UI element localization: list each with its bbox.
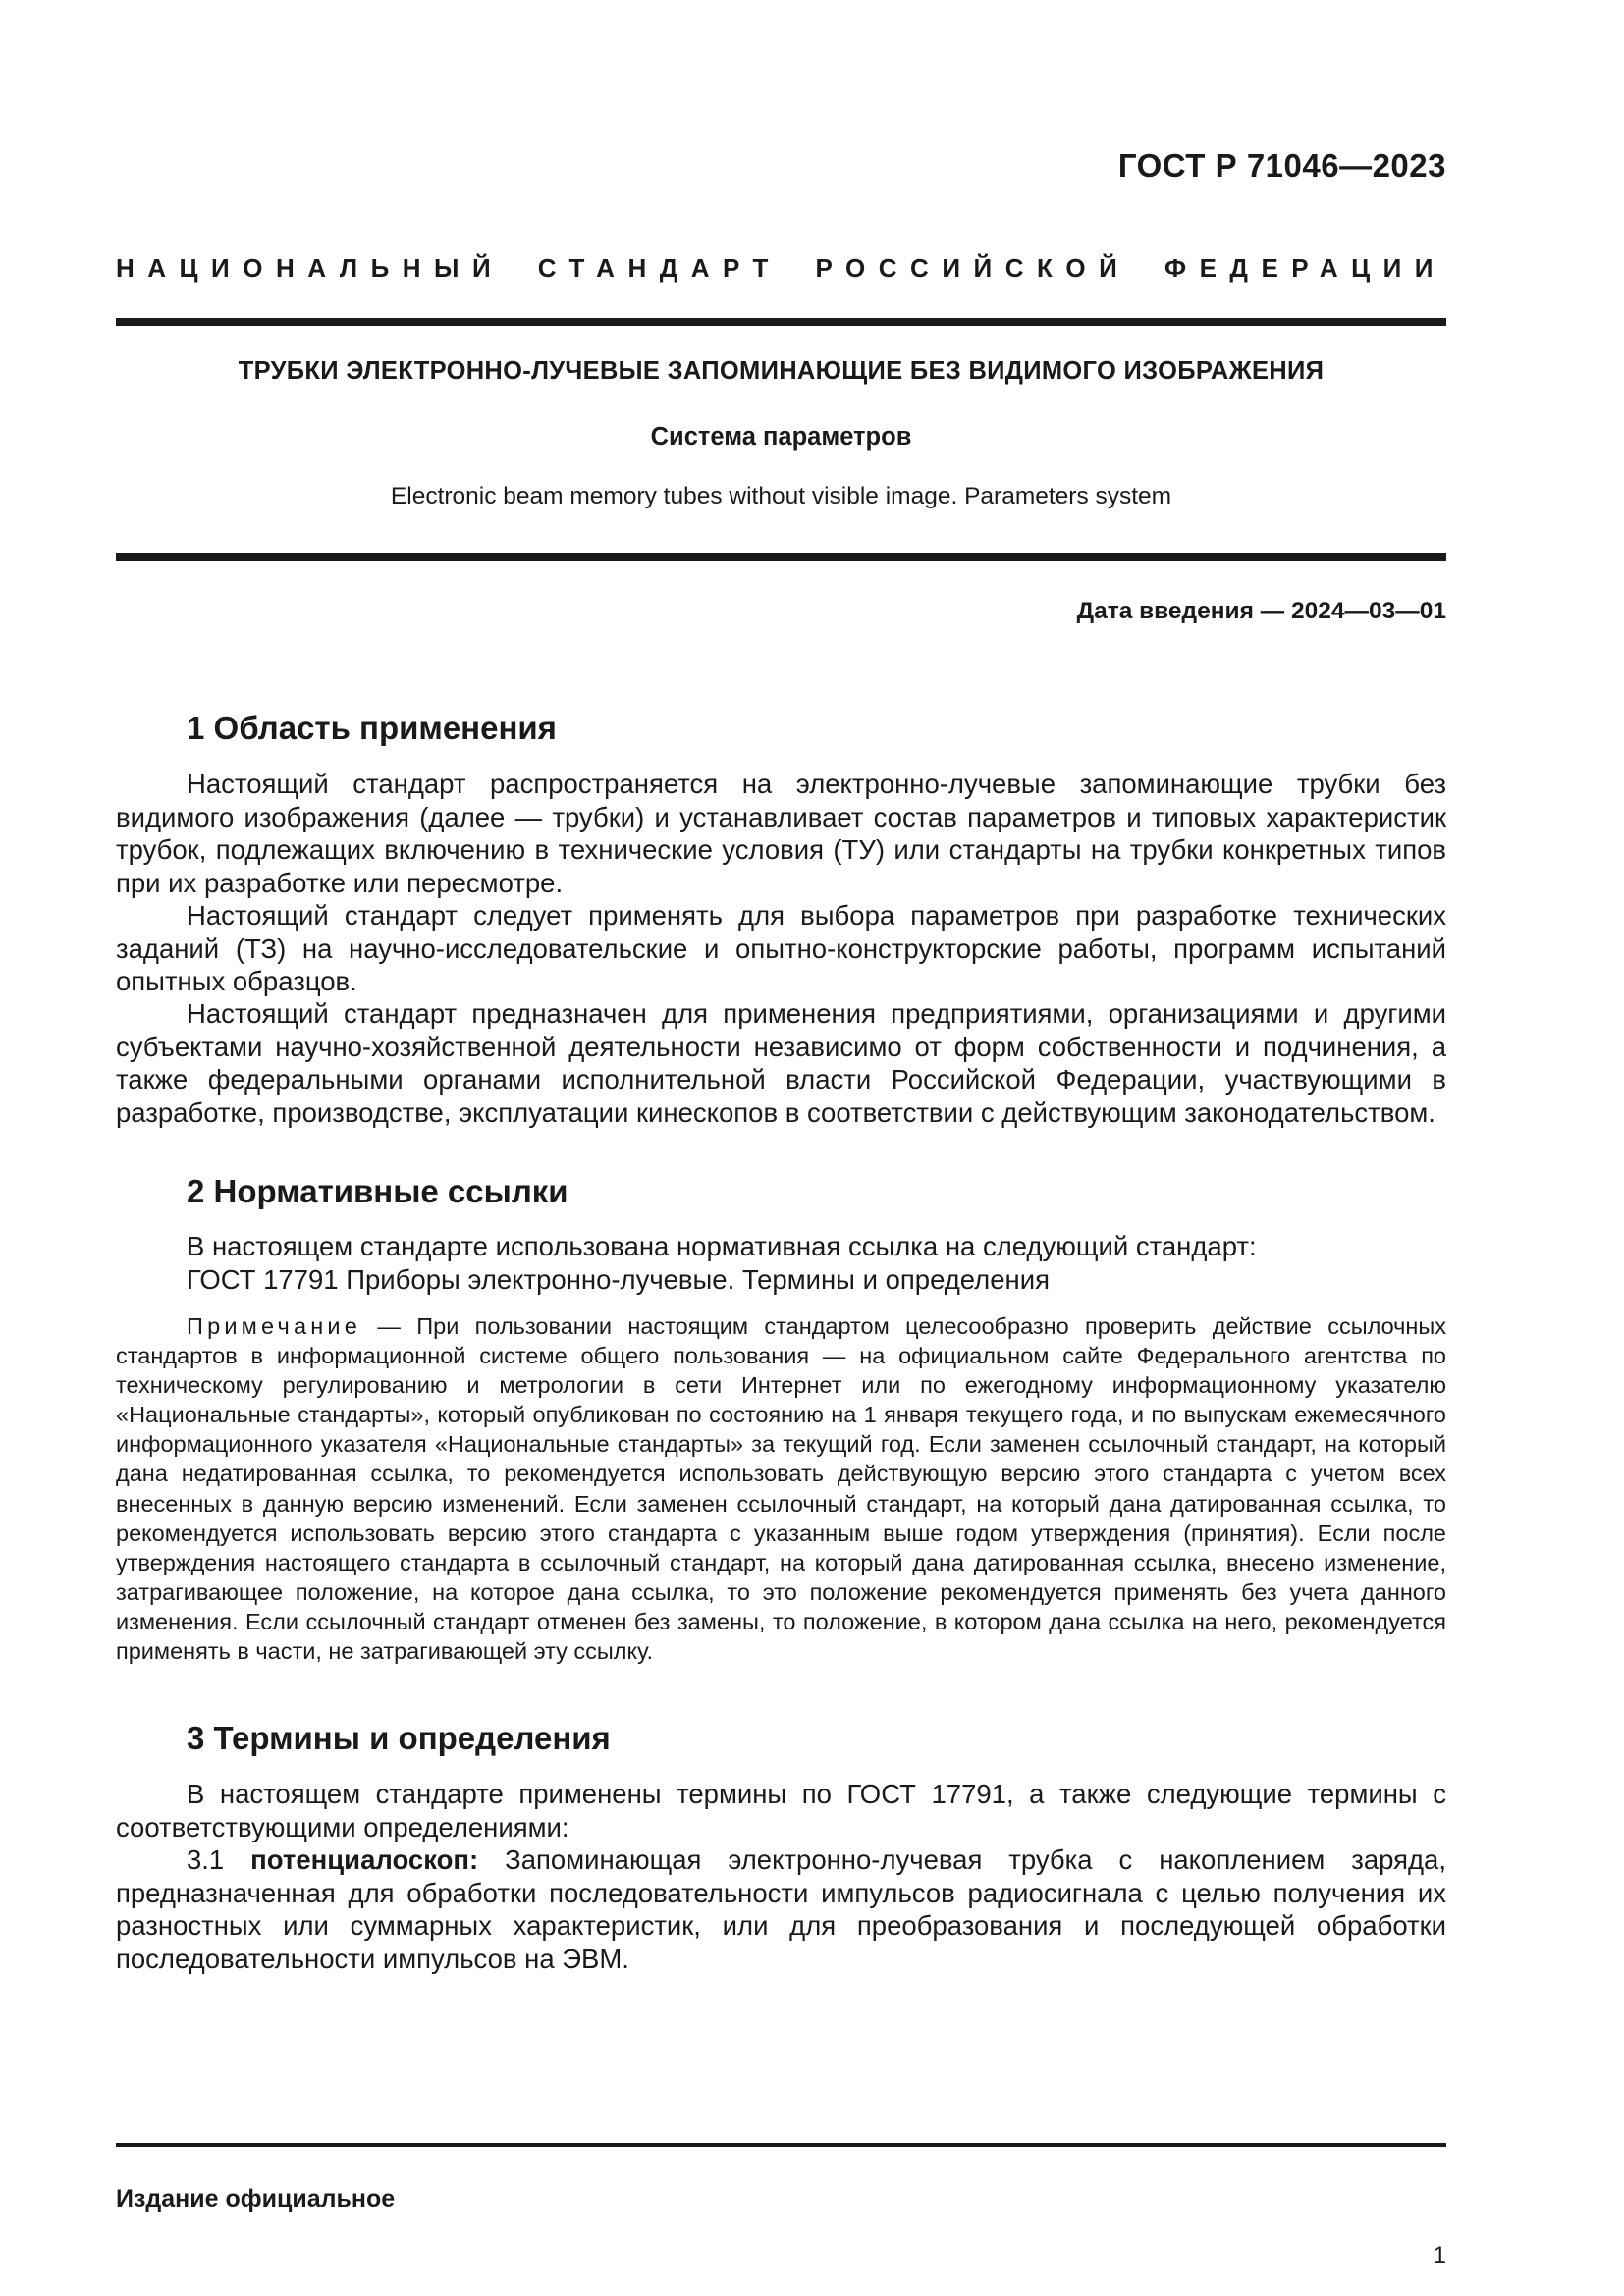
- section-3-paragraph-1: В настоящем стандарте применены термины по ГОСТ 17791, а также следующие термины с соответствующими определениями:: [116, 1779, 1446, 1842]
- section-3-heading: 3 Термины и определения: [187, 1720, 611, 1756]
- introduction-date: Дата введения — 2024—03—01: [1076, 598, 1446, 624]
- note-label: Примечание: [187, 1313, 362, 1339]
- document-number: ГОСТ Р 71046—2023: [1117, 147, 1446, 184]
- document-subtitle: Система параметров: [650, 423, 912, 451]
- footer-divider: [116, 2143, 1446, 2147]
- term-name: потенциалоскоп:: [250, 1844, 479, 1875]
- document-title: ТРУБКИ ЭЛЕКТРОННО-ЛУЧЕВЫЕ ЗАПОМИНАЮЩИЕ БЕЗ ВИДИМОГО ИЗОБРАЖЕНИЯ: [238, 357, 1325, 385]
- national-standard-banner: НАЦИОНАЛЬНЫЙ СТАНДАРТ РОССИЙСКОЙ ФЕДЕРАЦИИ: [116, 253, 1446, 283]
- section-1-paragraph-3: Настоящий стандарт предназначен для применения предприятиями, организациями и другими субъектами научно-хозяйственной деятельности независимо от форм собственности и подчинения, а также федеральными органами исполнительной власти Российской Федерации, участвующими в разработке, производстве, эксплуатации кинескопов в соответствии с действующим законодательством.: [116, 998, 1446, 1128]
- section-1-heading: 1 Область применения: [187, 710, 557, 746]
- section-1-paragraph-2: Настоящий стандарт следует применять для выбора параметров при разработке технических заданий (ТЗ) на научно-исследовательские и опытно-конструкторские работы, программ испытаний опытных образцов.: [116, 900, 1446, 996]
- term-definition: Запоминающая электронно-лучевая трубка с накоплением заряда, предназначенная для обработки последовательности импульсов радиосигнала с целью получения их разностных или суммарных характеристик, или для преобразования и последующей обработки последовательности импульсов на ЭВМ.: [116, 1844, 1446, 1974]
- section-2-intro-line: В настоящем стандарте использована нормативная ссылка на следующий стандарт:: [187, 1231, 1257, 1261]
- section-3-term-3-1: [116, 1843, 1446, 1975]
- document-title-english: Electronic beam memory tubes without visible image. Parameters system: [390, 483, 1172, 509]
- title-divider: [116, 553, 1446, 561]
- top-divider: [116, 318, 1446, 326]
- official-edition-label: Издание официальное: [116, 2185, 396, 2213]
- section-2-note: [116, 1311, 1446, 1666]
- section-1-paragraph-1: Настоящий стандарт распространяется на электронно-лучевые запоминающие трубки без видимого изображения (далее — трубки) и устанавливает состав параметров и типовых характеристик трубок, подлежащих включению в технические условия (ТУ) или стандарты на трубки конкретных типов при их разработке или пересмотре.: [116, 769, 1446, 898]
- section-2-heading: 2 Нормативные ссылки: [187, 1173, 568, 1209]
- section-2-reference-line: ГОСТ 17791 Приборы электронно-лучевые. Термины и определения: [187, 1264, 1050, 1295]
- page-number: 1: [1433, 2242, 1446, 2269]
- term-number: 3.1: [187, 1844, 251, 1875]
- note-text: — При пользовании настоящим стандартом целесообразно проверить действие ссылочных стандартов в информационной системе общего пользования — на официальном сайте Федерального агентства по техническому регулированию и метрологии в сети Интернет или по ежегодному информационному указателю «Национальные стандарты», который опубликован по состоянию на 1 января текущего года, и по выпускам ежемесячного информационного указателя «Национальные стандарты» за текущий год. Если заменен ссылочный стандарт, на который дана недатированная ссылка, то рекомендуется использовать действующую версию этого стандарта с учетом всех внесенных в данную версию изменений. Если заменен ссылочный стандарт, на который дана датированная ссылка, то рекомендуется использовать версию этого стандарта с указанным выше годом утверждения (принятия). Если после утверждения настоящего стандарта в ссылочный стандарт, на который дана датированная ссылка, внесено изменение, затрагивающее положение, на которое дана ссылка, то это положение рекомендуется применять без учета данного изменения. Если ссылочный стандарт отменен без замены, то положение, в котором дана ссылка на него, рекомендуется применять в части, не затрагивающей эту ссылку.: [116, 1313, 1446, 1665]
